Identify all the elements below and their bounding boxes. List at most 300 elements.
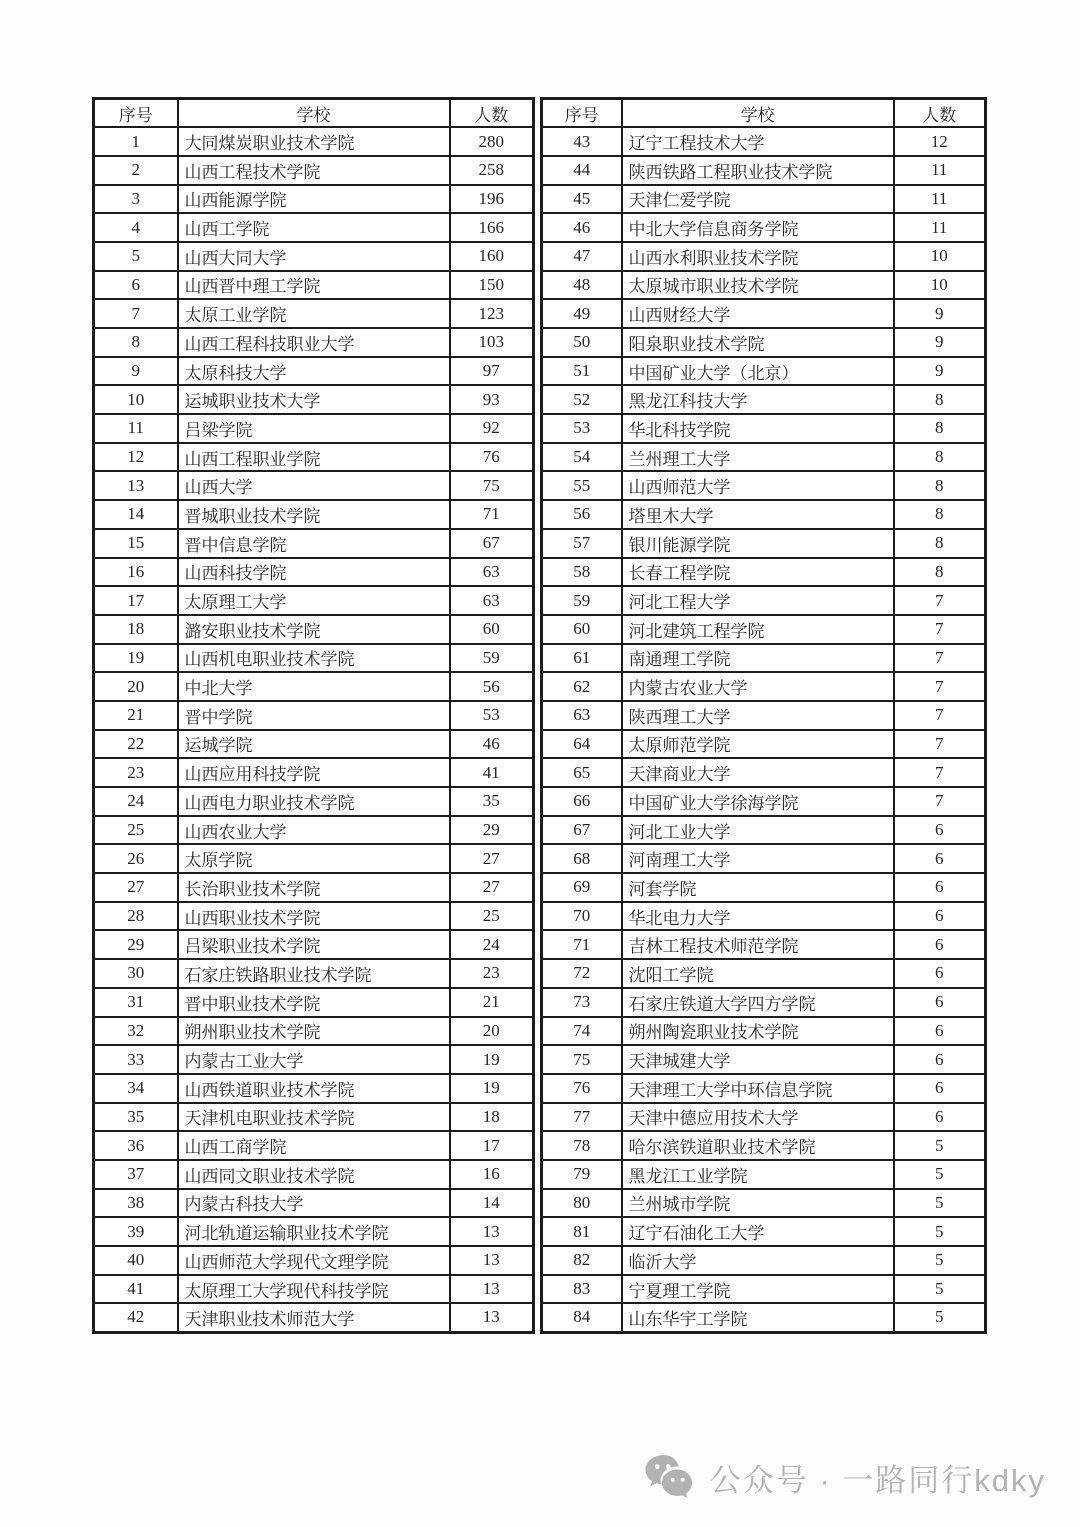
school-name-cell: 山西职业技术学院 <box>178 902 450 931</box>
school-name-cell: 石家庄铁道大学四方学院 <box>622 988 894 1017</box>
school-name-cell: 塔里木大学 <box>622 500 894 529</box>
table-row <box>94 1246 534 1275</box>
school-name-cell: 山西铁道职业技术学院 <box>178 1074 450 1103</box>
row-index-cell: 80 <box>542 1189 622 1218</box>
table-row <box>542 1045 986 1074</box>
school-name-cell: 辽宁石油化工大学 <box>622 1217 894 1246</box>
header-school: 学校 <box>622 99 894 128</box>
ranking-table-right <box>540 97 987 1334</box>
row-index-cell: 69 <box>542 873 622 902</box>
count-cell: 13 <box>450 1303 534 1332</box>
school-name-cell: 华北科技学院 <box>622 414 894 443</box>
count-cell: 6 <box>894 816 986 845</box>
ranking-tables <box>92 97 987 1334</box>
count-cell: 123 <box>450 299 534 328</box>
school-name-cell: 山西财经大学 <box>622 299 894 328</box>
school-name-cell: 运城职业技术大学 <box>178 385 450 414</box>
row-index-cell: 26 <box>94 844 178 873</box>
row-index-cell: 70 <box>542 902 622 931</box>
count-cell: 6 <box>894 959 986 988</box>
row-index-cell: 40 <box>94 1246 178 1275</box>
row-index-cell: 14 <box>94 500 178 529</box>
count-cell: 5 <box>894 1189 986 1218</box>
school-name-cell: 哈尔滨铁道职业技术学院 <box>622 1131 894 1160</box>
table-row <box>94 1189 534 1218</box>
count-cell: 6 <box>894 1045 986 1074</box>
count-cell: 9 <box>894 299 986 328</box>
count-cell: 76 <box>450 443 534 472</box>
table-row <box>94 1275 534 1304</box>
school-name-cell: 陕西铁路工程职业技术学院 <box>622 156 894 185</box>
table-body-left <box>94 127 534 1332</box>
school-name-cell: 晋中学院 <box>178 701 450 730</box>
school-name-cell: 山西大学 <box>178 471 450 500</box>
row-index-cell: 1 <box>94 127 178 156</box>
row-index-cell: 17 <box>94 586 178 615</box>
table-row <box>94 1217 534 1246</box>
row-index-cell: 30 <box>94 959 178 988</box>
count-cell: 7 <box>894 701 986 730</box>
school-name-cell: 吉林工程技术师范学院 <box>622 930 894 959</box>
table-row <box>94 672 534 701</box>
table-row <box>94 385 534 414</box>
row-index-cell: 49 <box>542 299 622 328</box>
row-index-cell: 22 <box>94 730 178 759</box>
count-cell: 258 <box>450 156 534 185</box>
count-cell: 6 <box>894 1017 986 1046</box>
row-index-cell: 10 <box>94 385 178 414</box>
table-row <box>94 873 534 902</box>
table-row <box>542 156 986 185</box>
row-index-cell: 77 <box>542 1103 622 1132</box>
table-row <box>542 443 986 472</box>
school-name-cell: 兰州理工大学 <box>622 443 894 472</box>
school-name-cell: 长治职业技术学院 <box>178 873 450 902</box>
table-row <box>542 1103 986 1132</box>
count-cell: 8 <box>894 500 986 529</box>
table-row <box>542 1074 986 1103</box>
count-cell: 8 <box>894 529 986 558</box>
count-cell: 14 <box>450 1189 534 1218</box>
table-row <box>542 414 986 443</box>
school-name-cell: 内蒙古农业大学 <box>622 672 894 701</box>
school-name-cell: 内蒙古科技大学 <box>178 1189 450 1218</box>
table-row <box>542 529 986 558</box>
count-cell: 7 <box>894 758 986 787</box>
school-name-cell: 山西师范大学现代文理学院 <box>178 1246 450 1275</box>
school-name-cell: 河北工程大学 <box>622 586 894 615</box>
table-row <box>94 185 534 214</box>
school-name-cell: 山西师范大学 <box>622 471 894 500</box>
table-row <box>94 1074 534 1103</box>
count-cell: 11 <box>894 213 986 242</box>
row-index-cell: 44 <box>542 156 622 185</box>
school-name-cell: 黑龙江科技大学 <box>622 385 894 414</box>
row-index-cell: 74 <box>542 1017 622 1046</box>
school-name-cell: 太原科技大学 <box>178 357 450 386</box>
table-row <box>542 558 986 587</box>
row-index-cell: 41 <box>94 1275 178 1304</box>
school-name-cell: 天津中德应用技术大学 <box>622 1103 894 1132</box>
row-index-cell: 11 <box>94 414 178 443</box>
row-index-cell: 27 <box>94 873 178 902</box>
school-name-cell: 山西同文职业技术学院 <box>178 1160 450 1189</box>
table-row <box>542 242 986 271</box>
table-row <box>542 1189 986 1218</box>
row-index-cell: 4 <box>94 213 178 242</box>
table-row <box>542 672 986 701</box>
row-index-cell: 38 <box>94 1189 178 1218</box>
table-row <box>94 730 534 759</box>
count-cell: 13 <box>450 1275 534 1304</box>
table-row <box>94 558 534 587</box>
header-count: 人数 <box>450 99 534 128</box>
row-index-cell: 19 <box>94 644 178 673</box>
row-index-cell: 43 <box>542 127 622 156</box>
count-cell: 5 <box>894 1275 986 1304</box>
school-name-cell: 朔州陶瓷职业技术学院 <box>622 1017 894 1046</box>
table-row <box>94 299 534 328</box>
watermark-footer <box>644 1446 1046 1508</box>
count-cell: 8 <box>894 385 986 414</box>
table-row <box>94 959 534 988</box>
row-index-cell: 45 <box>542 185 622 214</box>
table-row <box>542 873 986 902</box>
table-row <box>94 1303 534 1332</box>
header-count: 人数 <box>894 99 986 128</box>
count-cell: 17 <box>450 1131 534 1160</box>
school-name-cell: 吕梁职业技术学院 <box>178 930 450 959</box>
table-row <box>542 1131 986 1160</box>
count-cell: 7 <box>894 730 986 759</box>
table-row <box>542 758 986 787</box>
row-index-cell: 57 <box>542 529 622 558</box>
row-index-cell: 46 <box>542 213 622 242</box>
count-cell: 21 <box>450 988 534 1017</box>
count-cell: 13 <box>450 1217 534 1246</box>
row-index-cell: 24 <box>94 787 178 816</box>
count-cell: 18 <box>450 1103 534 1132</box>
table-row <box>542 1160 986 1189</box>
count-cell: 75 <box>450 471 534 500</box>
school-name-cell: 晋中职业技术学院 <box>178 988 450 1017</box>
row-index-cell: 83 <box>542 1275 622 1304</box>
table-row <box>542 701 986 730</box>
row-index-cell: 23 <box>94 758 178 787</box>
table-row <box>94 328 534 357</box>
school-name-cell: 南通理工学院 <box>622 644 894 673</box>
table-row <box>94 1045 534 1074</box>
school-name-cell: 兰州城市学院 <box>622 1189 894 1218</box>
row-index-cell: 39 <box>94 1217 178 1246</box>
school-name-cell: 临沂大学 <box>622 1246 894 1275</box>
table-row <box>94 615 534 644</box>
table-row <box>94 213 534 242</box>
table-row <box>94 242 534 271</box>
school-name-cell: 河北建筑工程学院 <box>622 615 894 644</box>
row-index-cell: 6 <box>94 271 178 300</box>
school-name-cell: 黑龙江工业学院 <box>622 1160 894 1189</box>
count-cell: 7 <box>894 672 986 701</box>
count-cell: 6 <box>894 930 986 959</box>
school-name-cell: 天津机电职业技术学院 <box>178 1103 450 1132</box>
school-name-cell: 山东华宇工学院 <box>622 1303 894 1332</box>
header-row <box>94 99 534 128</box>
row-index-cell: 55 <box>542 471 622 500</box>
row-index-cell: 29 <box>94 930 178 959</box>
school-name-cell: 天津职业技术师范大学 <box>178 1303 450 1332</box>
count-cell: 9 <box>894 357 986 386</box>
count-cell: 7 <box>894 615 986 644</box>
count-cell: 19 <box>450 1074 534 1103</box>
school-name-cell: 太原理工大学现代科技学院 <box>178 1275 450 1304</box>
table-row <box>542 328 986 357</box>
row-index-cell: 25 <box>94 816 178 845</box>
count-cell: 6 <box>894 844 986 873</box>
table-row <box>94 902 534 931</box>
school-name-cell: 山西工学院 <box>178 213 450 242</box>
count-cell: 150 <box>450 271 534 300</box>
count-cell: 29 <box>450 816 534 845</box>
count-cell: 5 <box>894 1217 986 1246</box>
row-index-cell: 82 <box>542 1246 622 1275</box>
school-name-cell: 天津仁爱学院 <box>622 185 894 214</box>
table-row <box>94 701 534 730</box>
ranking-table-left <box>92 97 535 1334</box>
row-index-cell: 76 <box>542 1074 622 1103</box>
table-row <box>94 414 534 443</box>
header-index: 序号 <box>94 99 178 128</box>
count-cell: 56 <box>450 672 534 701</box>
school-name-cell: 山西机电职业技术学院 <box>178 644 450 673</box>
table-row <box>94 758 534 787</box>
table-row <box>94 471 534 500</box>
count-cell: 160 <box>450 242 534 271</box>
row-index-cell: 33 <box>94 1045 178 1074</box>
count-cell: 166 <box>450 213 534 242</box>
row-index-cell: 34 <box>94 1074 178 1103</box>
count-cell: 63 <box>450 558 534 587</box>
table-row <box>94 988 534 1017</box>
row-index-cell: 20 <box>94 672 178 701</box>
row-index-cell: 42 <box>94 1303 178 1332</box>
count-cell: 11 <box>894 185 986 214</box>
table-row <box>542 213 986 242</box>
school-name-cell: 河北工业大学 <box>622 816 894 845</box>
school-name-cell: 山西工商学院 <box>178 1131 450 1160</box>
school-name-cell: 山西科技学院 <box>178 558 450 587</box>
school-name-cell: 山西工程职业学院 <box>178 443 450 472</box>
row-index-cell: 62 <box>542 672 622 701</box>
school-name-cell: 中国矿业大学（北京） <box>622 357 894 386</box>
row-index-cell: 73 <box>542 988 622 1017</box>
row-index-cell: 51 <box>542 357 622 386</box>
school-name-cell: 山西工程科技职业大学 <box>178 328 450 357</box>
count-cell: 103 <box>450 328 534 357</box>
school-name-cell: 中北大学信息商务学院 <box>622 213 894 242</box>
count-cell: 13 <box>450 1246 534 1275</box>
school-name-cell: 阳泉职业技术学院 <box>622 328 894 357</box>
school-name-cell: 中国矿业大学徐海学院 <box>622 787 894 816</box>
count-cell: 12 <box>894 127 986 156</box>
school-name-cell: 晋城职业技术学院 <box>178 500 450 529</box>
count-cell: 92 <box>450 414 534 443</box>
table-row <box>542 816 986 845</box>
table-row <box>542 471 986 500</box>
row-index-cell: 35 <box>94 1103 178 1132</box>
row-index-cell: 31 <box>94 988 178 1017</box>
school-name-cell: 天津理工大学中环信息学院 <box>622 1074 894 1103</box>
count-cell: 196 <box>450 185 534 214</box>
row-index-cell: 65 <box>542 758 622 787</box>
school-name-cell: 银川能源学院 <box>622 529 894 558</box>
table-row <box>94 127 534 156</box>
school-name-cell: 辽宁工程技术大学 <box>622 127 894 156</box>
count-cell: 6 <box>894 902 986 931</box>
table-row <box>542 127 986 156</box>
school-name-cell: 中北大学 <box>178 672 450 701</box>
table-row <box>542 930 986 959</box>
count-cell: 7 <box>894 644 986 673</box>
row-index-cell: 48 <box>542 271 622 300</box>
school-name-cell: 太原理工大学 <box>178 586 450 615</box>
table-row <box>94 500 534 529</box>
watermark-text: 公众号 · 一路同行kdky <box>709 1462 1046 1498</box>
school-name-cell: 河北轨道运输职业技术学院 <box>178 1217 450 1246</box>
school-name-cell: 天津商业大学 <box>622 758 894 787</box>
school-name-cell: 山西电力职业技术学院 <box>178 787 450 816</box>
school-name-cell: 晋中信息学院 <box>178 529 450 558</box>
count-cell: 35 <box>450 787 534 816</box>
table-row <box>542 500 986 529</box>
count-cell: 93 <box>450 385 534 414</box>
table-row <box>542 357 986 386</box>
count-cell: 27 <box>450 873 534 902</box>
row-index-cell: 2 <box>94 156 178 185</box>
school-name-cell: 大同煤炭职业技术学院 <box>178 127 450 156</box>
table-row <box>542 1017 986 1046</box>
table-row <box>94 529 534 558</box>
count-cell: 60 <box>450 615 534 644</box>
school-name-cell: 山西水利职业技术学院 <box>622 242 894 271</box>
count-cell: 16 <box>450 1160 534 1189</box>
row-index-cell: 52 <box>542 385 622 414</box>
school-name-cell: 吕梁学院 <box>178 414 450 443</box>
row-index-cell: 16 <box>94 558 178 587</box>
table-row <box>94 1103 534 1132</box>
school-name-cell: 运城学院 <box>178 730 450 759</box>
table-row <box>542 586 986 615</box>
count-cell: 7 <box>894 586 986 615</box>
school-name-cell: 石家庄铁路职业技术学院 <box>178 959 450 988</box>
row-index-cell: 59 <box>542 586 622 615</box>
count-cell: 280 <box>450 127 534 156</box>
count-cell: 8 <box>894 471 986 500</box>
count-cell: 46 <box>450 730 534 759</box>
school-name-cell: 山西农业大学 <box>178 816 450 845</box>
row-index-cell: 78 <box>542 1131 622 1160</box>
count-cell: 63 <box>450 586 534 615</box>
table-row <box>94 443 534 472</box>
row-index-cell: 37 <box>94 1160 178 1189</box>
table-row <box>542 271 986 300</box>
table-row <box>94 844 534 873</box>
row-index-cell: 68 <box>542 844 622 873</box>
row-index-cell: 21 <box>94 701 178 730</box>
table-row <box>542 385 986 414</box>
row-index-cell: 7 <box>94 299 178 328</box>
table-row <box>542 185 986 214</box>
count-cell: 53 <box>450 701 534 730</box>
row-index-cell: 15 <box>94 529 178 558</box>
school-name-cell: 山西大同大学 <box>178 242 450 271</box>
row-index-cell: 5 <box>94 242 178 271</box>
row-index-cell: 72 <box>542 959 622 988</box>
count-cell: 9 <box>894 328 986 357</box>
count-cell: 41 <box>450 758 534 787</box>
count-cell: 6 <box>894 873 986 902</box>
row-index-cell: 53 <box>542 414 622 443</box>
school-name-cell: 山西能源学院 <box>178 185 450 214</box>
row-index-cell: 79 <box>542 1160 622 1189</box>
count-cell: 6 <box>894 1103 986 1132</box>
count-cell: 67 <box>450 529 534 558</box>
school-name-cell: 潞安职业技术学院 <box>178 615 450 644</box>
count-cell: 10 <box>894 242 986 271</box>
header-school: 学校 <box>178 99 450 128</box>
table-row <box>542 615 986 644</box>
school-name-cell: 河南理工大学 <box>622 844 894 873</box>
school-name-cell: 山西晋中理工学院 <box>178 271 450 300</box>
table-row <box>94 357 534 386</box>
table-row <box>94 644 534 673</box>
table-row <box>94 816 534 845</box>
table-row <box>94 271 534 300</box>
table-row <box>542 299 986 328</box>
row-index-cell: 60 <box>542 615 622 644</box>
table-row <box>94 787 534 816</box>
school-name-cell: 太原城市职业技术学院 <box>622 271 894 300</box>
school-name-cell: 长春工程学院 <box>622 558 894 587</box>
row-index-cell: 64 <box>542 730 622 759</box>
header-row <box>542 99 986 128</box>
table-row <box>94 930 534 959</box>
table-row <box>542 902 986 931</box>
table-row <box>94 1017 534 1046</box>
count-cell: 20 <box>450 1017 534 1046</box>
table-row <box>542 844 986 873</box>
school-name-cell: 陕西理工大学 <box>622 701 894 730</box>
row-index-cell: 54 <box>542 443 622 472</box>
count-cell: 5 <box>894 1160 986 1189</box>
count-cell: 8 <box>894 558 986 587</box>
table-row <box>542 1246 986 1275</box>
row-index-cell: 9 <box>94 357 178 386</box>
row-index-cell: 18 <box>94 615 178 644</box>
count-cell: 10 <box>894 271 986 300</box>
count-cell: 11 <box>894 156 986 185</box>
row-index-cell: 8 <box>94 328 178 357</box>
school-name-cell: 河套学院 <box>622 873 894 902</box>
header-index: 序号 <box>542 99 622 128</box>
count-cell: 19 <box>450 1045 534 1074</box>
count-cell: 6 <box>894 1074 986 1103</box>
table-row <box>542 959 986 988</box>
wechat-icon <box>644 1453 696 1501</box>
row-index-cell: 75 <box>542 1045 622 1074</box>
table-row <box>94 1160 534 1189</box>
row-index-cell: 32 <box>94 1017 178 1046</box>
